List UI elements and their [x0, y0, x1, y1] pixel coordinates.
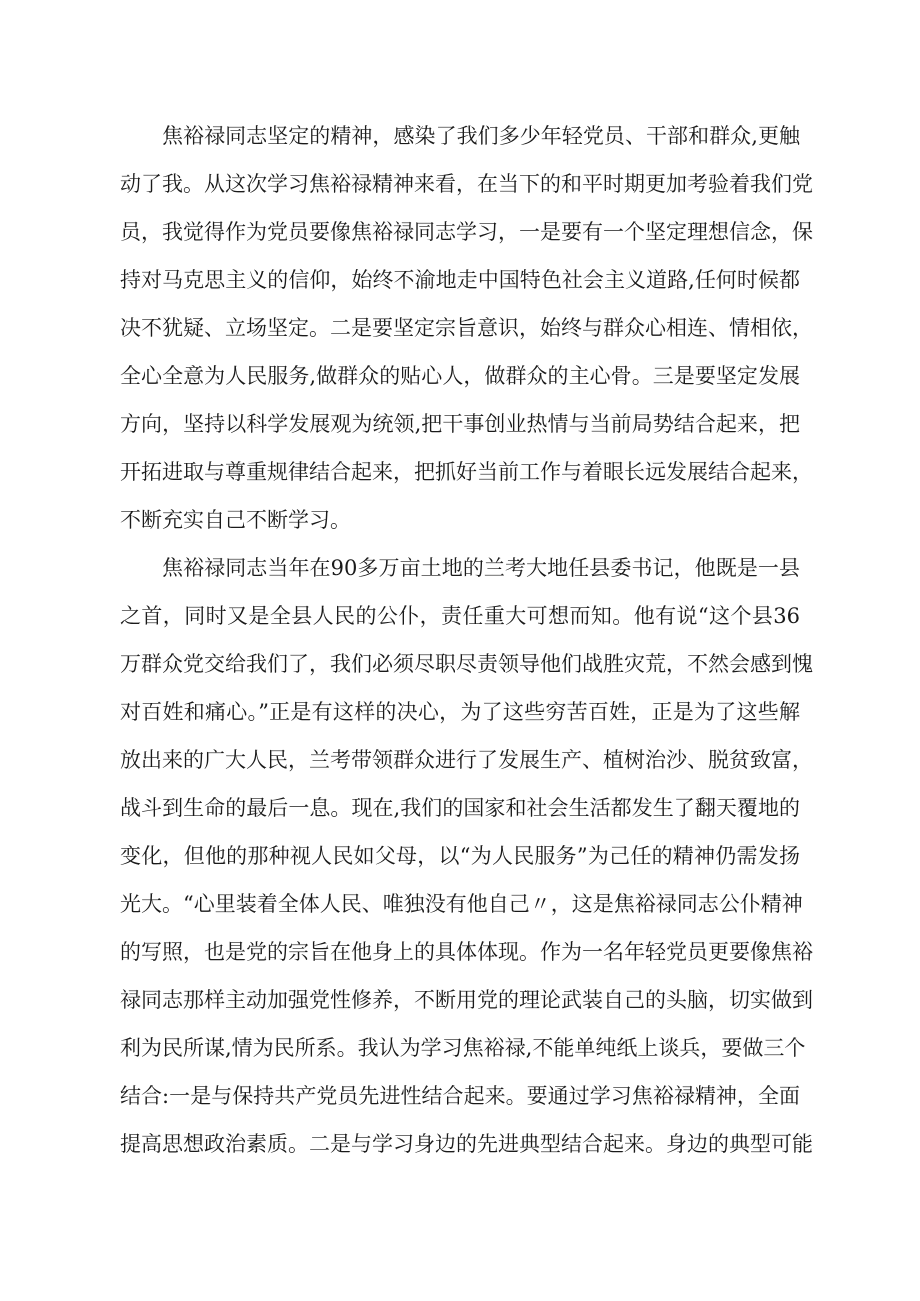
- paragraph-2-line-1: 焦裕禄同志当年在90多万亩土地的兰考大地任县委书记，他既是一县: [162, 556, 800, 580]
- paragraph-2-line-11: 利为民所谋,情为民所系。我认为学习焦裕禄,不能单纯纸上谈兵，要做三个: [120, 1036, 806, 1060]
- paragraph-1-line-7: 方向，坚持以科学发展观为统领,把干事创业热情与当前局势结合起来，把: [120, 412, 800, 436]
- paragraph-2: [120, 544, 813, 1168]
- paragraph-1-line-2: 动了我。从这次学习焦裕禄精神来看，在当下的和平时期更加考验着我们党: [120, 172, 813, 196]
- paragraph-2-line-4: 对百姓和痛心。”正是有这样的决心，为了这些穷苦百姓，正是为了这些解: [120, 700, 800, 724]
- paragraph-1-line-1: 焦裕禄同志坚定的精神，感染了我们多少年轻党员、干部和群众,更触: [162, 124, 800, 148]
- paragraph-2-line-10: 禄同志那样主动加强党性修养，不断用党的理论武装自己的头脑，切实做到: [120, 988, 813, 1012]
- paragraph-1-line-5: 决不犹疑、立场坚定。二是要坚定宗旨意识，始终与群众心相连、情相依，: [120, 316, 813, 340]
- paragraph-2-line-2: 之首，同时又是全县人民的公仆，责任重大可想而知。他有说“这个县36: [120, 604, 800, 628]
- paragraph-2-line-12: 结合:一是与保持共产党员先进性结合起来。要通过学习焦裕禄精神，全面: [120, 1084, 800, 1108]
- paragraph-1-line-8: 开拓进取与尊重规律结合起来，把抓好当前工作与着眼长远发展结合起来，: [120, 460, 813, 484]
- paragraph-2-line-7: 变化，但他的那种视人民如父母，以“为人民服务”为己任的精神仍需发扬: [120, 844, 800, 868]
- paragraph-1-line-9: 不断充实自己不断学习。: [120, 508, 351, 532]
- paragraph-1-line-4: 持对马克思主义的信仰，始终不渝地走中国特色社会主义道路,任何时候都: [120, 268, 800, 292]
- paragraph-2-line-6: 战斗到生命的最后一息。现在,我们的国家和社会生活都发生了翻天覆地的: [120, 796, 800, 820]
- paragraph-1: [120, 112, 813, 544]
- body-text: [120, 112, 813, 1168]
- paragraph-1-line-3: 员，我觉得作为党员要像焦裕禄同志学习，一是要有一个坚定理想信念，保: [120, 220, 813, 244]
- paragraph-1-line-6: 全心全意为人民服务,做群众的贴心人，做群众的主心骨。三是要坚定发展: [120, 364, 800, 388]
- paragraph-2-line-8: 光大。“心里装着全体人民、唯独没有他自己〃，这是焦裕禄同志公仆精神: [120, 892, 803, 916]
- paragraph-2-line-13: 提高思想政治素质。二是与学习身边的先进典型结合起来。身边的典型可能: [120, 1132, 813, 1156]
- paragraph-2-line-9: 的写照，也是党的宗旨在他身上的具体体现。作为一名年轻党员更要像焦裕: [120, 940, 813, 964]
- paragraph-2-line-3: 万群众党交给我们了，我们必须尽职尽责领导他们战胜灾荒，不然会感到愧: [120, 652, 813, 676]
- paragraph-2-line-5: 放出来的广大人民，兰考带领群众进行了发展生产、植树治沙、脱贫致富，: [120, 748, 813, 772]
